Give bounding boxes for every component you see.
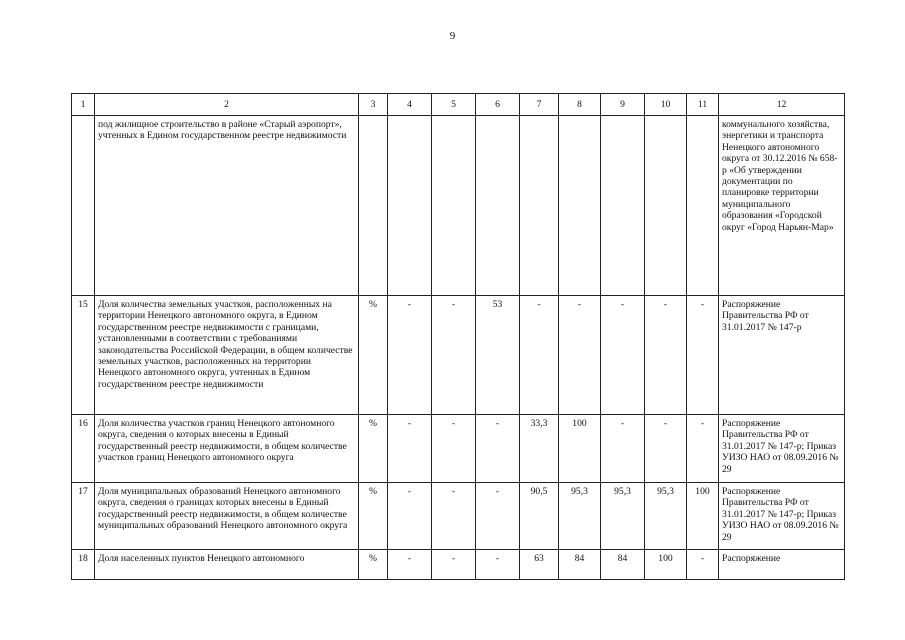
indicator-name: Доля количества земельных участков, расположенных на территории Ненецкого автономного округа, в Едином государственном реестре недвижимости с границами, установленными в соответствии с требованиями законодательства Российской Федерации, в общем количестве земельных участков, расположенных на территории Ненецкого автономного округа, учтенных в Едином государственном реестре недвижимости [95, 296, 359, 415]
value-cell: - [388, 415, 432, 483]
value-cell [645, 116, 687, 296]
indicator-name: под жилищное строительство в районе «Старый аэропорт», учтенных в Едином государственном реестре недвижимости [95, 116, 359, 296]
value-cell: - [645, 415, 687, 483]
table-row [72, 415, 845, 483]
value-cell: - [645, 296, 687, 415]
value-cell: - [476, 550, 520, 580]
column-header: 7 [520, 94, 559, 116]
reference-doc: Распоряжение Правительства РФ от 31.01.2017 № 147-р [719, 296, 845, 415]
value-cell: - [559, 296, 601, 415]
value-cell [559, 116, 601, 296]
column-header: 8 [559, 94, 601, 116]
value-cell: 90,5 [520, 483, 559, 550]
reference-doc: Распоряжение Правительства РФ от 31.01.2017 № 147-р; Приказ УИЗО НАО от 08.09.2016 № 29 [719, 483, 845, 550]
value-cell [432, 116, 476, 296]
table-row [72, 296, 845, 415]
indicator-name: Доля населенных пунктов Ненецкого автономного [95, 550, 359, 580]
value-cell: 95,3 [601, 483, 645, 550]
value-cell: 33,3 [520, 415, 559, 483]
value-cell: - [476, 483, 520, 550]
value-cell: 95,3 [559, 483, 601, 550]
value-cell [520, 116, 559, 296]
value-cell: - [432, 483, 476, 550]
row-number: 15 [72, 296, 95, 415]
column-header: 6 [476, 94, 520, 116]
column-header: 5 [432, 94, 476, 116]
value-cell: 63 [520, 550, 559, 580]
column-header: 9 [601, 94, 645, 116]
column-header: 10 [645, 94, 687, 116]
table-header-row [72, 94, 845, 116]
value-cell: 100 [645, 550, 687, 580]
value-cell: 100 [687, 483, 719, 550]
value-cell: - [687, 550, 719, 580]
value-cell [388, 116, 432, 296]
value-cell: 84 [601, 550, 645, 580]
row-number [72, 116, 95, 296]
reference-doc: Распоряжение [719, 550, 845, 580]
value-cell: - [432, 415, 476, 483]
value-cell: - [388, 296, 432, 415]
value-cell [601, 116, 645, 296]
value-cell: 84 [559, 550, 601, 580]
row-number: 18 [72, 550, 95, 580]
column-header: 4 [388, 94, 432, 116]
page-number: 9 [449, 30, 456, 42]
value-cell: - [520, 296, 559, 415]
value-cell: - [432, 296, 476, 415]
value-cell: - [601, 296, 645, 415]
table-row [72, 483, 845, 550]
unit-cell: % [359, 415, 388, 483]
unit-cell: % [359, 483, 388, 550]
column-header: 12 [719, 94, 845, 116]
reference-doc: коммунального хозяйства, энергетики и транспорта Ненецкого автономного округа от 30.12.2016 № 658-р «Об утверждении документации по планировке территории муниципального образования «Городской округ «Город Нарьян-Мар» [719, 116, 845, 296]
value-cell: - [687, 415, 719, 483]
value-cell [687, 116, 719, 296]
value-cell: - [388, 550, 432, 580]
unit-cell [359, 116, 388, 296]
value-cell: 100 [559, 415, 601, 483]
value-cell: - [432, 550, 476, 580]
table-row [72, 550, 845, 580]
column-header: 11 [687, 94, 719, 116]
column-header: 2 [95, 94, 359, 116]
unit-cell: % [359, 550, 388, 580]
indicator-name: Доля количества участков границ Ненецкого автономного округа, сведения о которых внесены в Единый государственный реестр недвижимости, в общем количестве участков границ Ненецкого автономного округа [95, 415, 359, 483]
row-number: 16 [72, 415, 95, 483]
value-cell: - [476, 415, 520, 483]
unit-cell: % [359, 296, 388, 415]
column-header: 3 [359, 94, 388, 116]
value-cell: 95,3 [645, 483, 687, 550]
indicators-table [71, 93, 845, 580]
value-cell: - [687, 296, 719, 415]
value-cell: - [388, 483, 432, 550]
value-cell: 53 [476, 296, 520, 415]
reference-doc: Распоряжение Правительства РФ от 31.01.2017 № 147-р; Приказ УИЗО НАО от 08.09.2016 № 29 [719, 415, 845, 483]
row-number: 17 [72, 483, 95, 550]
value-cell: - [601, 415, 645, 483]
value-cell [476, 116, 520, 296]
table-row [72, 116, 845, 296]
indicator-name: Доля муниципальных образований Ненецкого автономного округа, сведения о границах которых внесены в Единый государственный реестр недвижимости, в общем количестве муниципальных образований Ненецкого автономного округа [95, 483, 359, 550]
column-header: 1 [72, 94, 95, 116]
